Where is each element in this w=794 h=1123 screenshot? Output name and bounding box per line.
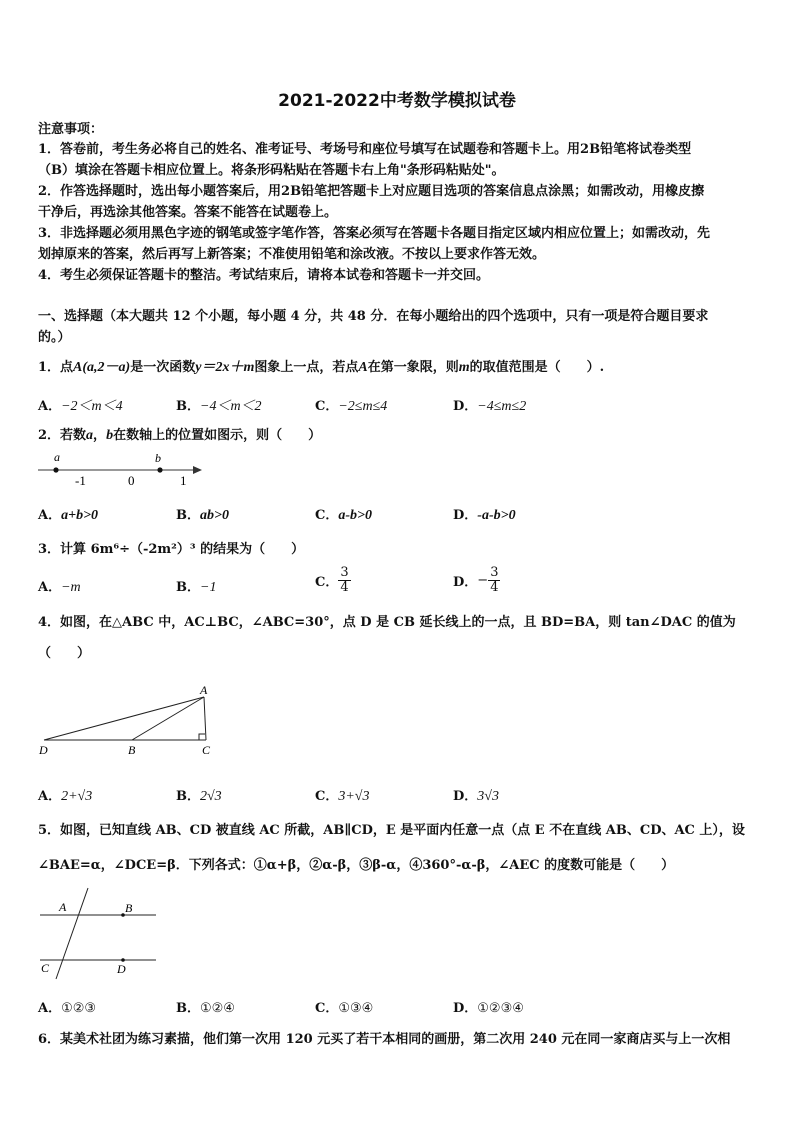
notes-line: 干净后，再选涂其他答案。答案不能答在试题卷上。 — [38, 205, 338, 220]
question-5-stem: 5．如图，已知直线 AB、CD 被直线 AC 所截，AB∥CD，E 是平面内任意一点（点 E 不在直线 AB、CD、AC 上），设 — [38, 823, 745, 838]
q2-option-d[interactable] — [453, 504, 516, 524]
q1-point: A(a,2－a) — [73, 360, 131, 375]
option-text: ab>0 — [200, 508, 229, 523]
q1-text: 在第一象限，则 — [367, 360, 459, 375]
question-5-stem-cont: ∠BAE=α，∠DCE=β．下列各式：①α+β，②α-β，③β-α，④360°-α-β，∠AEC 的度数可能是（ ） — [38, 858, 675, 873]
option-label: A． — [38, 580, 62, 595]
option-label: C． — [315, 575, 339, 590]
option-label: A． — [38, 399, 62, 414]
option-text: ①②③ — [61, 1001, 97, 1016]
q2-text: 在数轴上的位置如图示，则（ ） — [113, 428, 322, 443]
option-label: D． — [453, 575, 478, 590]
q1-var: m — [458, 360, 470, 375]
q2-var-b: b — [106, 428, 114, 443]
fraction-numerator: 3 — [340, 565, 349, 580]
section-heading: 一、选择题（本大题共 12 个小题，每小题 4 分，共 48 分．在每小题给出的四个选项中，只有一项是符合题目要求 — [38, 309, 709, 324]
question-4-stem-cont: （ ） — [38, 646, 91, 661]
option-text: a-b>0 — [338, 508, 372, 523]
line-ba — [132, 697, 204, 740]
minus-sign: − — [477, 573, 489, 588]
axis-arrow-icon — [193, 466, 202, 474]
fraction-numerator: 3 — [490, 565, 499, 580]
q1-text: 是一次函数 — [130, 360, 196, 375]
q2-text: 2．若数 — [38, 428, 87, 443]
notes-heading: 注意事项： — [38, 122, 104, 137]
notes-line: 2．作答选择题时，选出每小题答案后，用2B铅笔把答题卡上对应题目选项的答案信息点涂黑；如需改动，用橡皮擦 — [38, 184, 705, 199]
option-text: 3√3 — [477, 789, 499, 804]
q2-var-a: a — [86, 428, 94, 443]
q4-option-d[interactable] — [453, 785, 499, 805]
q1-text: 的取值范围是（ ）. — [469, 360, 605, 375]
q1-option-c[interactable] — [315, 395, 387, 415]
q5-option-c[interactable] — [315, 997, 373, 1016]
triangle-figure — [36, 682, 220, 758]
q4-option-b[interactable] — [176, 785, 222, 805]
section-heading-cont: 的。） — [38, 330, 71, 345]
label-a: A — [59, 900, 67, 914]
option-label: C． — [315, 399, 339, 414]
question-4-stem: 4．如图，在△ABC 中，AC⊥BC，∠ABC=30°，点 D 是 CB 延长线上的一点，且 BD=BA，则 tan∠DAC 的值为 — [38, 615, 736, 630]
option-text: −2≤m≤4 — [338, 399, 388, 414]
point-a-label: a — [54, 450, 60, 464]
q3-option-a[interactable] — [38, 576, 81, 596]
notes-line: （B）填涂在答题卡相应位置上。将条形码粘贴在答题卡右上角"条形码粘贴处"。 — [38, 163, 505, 178]
point-b-dot — [157, 467, 162, 472]
q5-option-a[interactable] — [38, 997, 96, 1016]
q1-point-a: A — [358, 360, 368, 375]
label-c: C — [202, 743, 211, 757]
q5-option-d[interactable] — [453, 997, 524, 1016]
parallel-lines-figure — [36, 885, 160, 980]
fraction-denominator: 4 — [490, 580, 499, 595]
page-title: 2021-2022中考数学模拟试卷 — [278, 91, 516, 111]
fraction — [338, 566, 350, 595]
option-text: ①②③④ — [477, 1001, 524, 1016]
tick-label-1: 1 — [180, 473, 187, 488]
q1-option-a[interactable] — [38, 395, 123, 415]
q2-option-b[interactable] — [176, 504, 229, 524]
option-text: −4≤m≤2 — [477, 399, 527, 414]
q5-option-b[interactable] — [176, 997, 235, 1016]
option-label: D． — [453, 508, 478, 523]
q1-option-b[interactable] — [176, 395, 262, 415]
q1-text: 图象上一点，若点 — [254, 360, 359, 375]
q4-option-c[interactable] — [315, 785, 370, 805]
notes-line: 划掉原来的答案，然后再写上新答案；不准使用铅笔和涂改液。不按以上要求作答无效。 — [38, 247, 546, 262]
label-c: C — [41, 961, 50, 975]
option-label: B． — [176, 399, 200, 414]
notes-line: 3．非选择题必须用黑色字迹的钢笔或签字笔作答，答案必须写在答题卡各题目指定区域内相应位置上；如需改动，先 — [38, 226, 711, 241]
q2-text: ， — [93, 428, 107, 443]
option-label: D． — [453, 399, 478, 414]
option-text: −4＜m＜2 — [200, 399, 262, 414]
option-label: D． — [453, 1001, 478, 1016]
q1-function: y＝2x＋m — [195, 360, 255, 375]
point-b-label: b — [155, 451, 161, 465]
option-text: 2√3 — [200, 789, 222, 804]
notes-line: 4．考生必须保证答题卡的整洁。考试结束后，请将本试卷和答题卡一并交回。 — [38, 268, 490, 283]
label-b: B — [125, 901, 133, 915]
q1-option-d[interactable] — [453, 395, 526, 415]
q3-option-c[interactable] — [315, 566, 351, 595]
option-text: -a-b>0 — [477, 508, 516, 523]
label-b: B — [128, 743, 136, 757]
tick-label-0: 0 — [128, 473, 135, 488]
option-text: −2＜m＜4 — [61, 399, 123, 414]
q2-option-a[interactable] — [38, 504, 98, 524]
option-label: C． — [315, 508, 339, 523]
question-1-stem — [38, 357, 604, 378]
q4-option-a[interactable] — [38, 785, 92, 805]
q3-option-d[interactable] — [453, 566, 500, 595]
option-label: A． — [38, 508, 62, 523]
q2-option-c[interactable] — [315, 504, 372, 524]
option-label: A． — [38, 789, 62, 804]
option-text: ①③④ — [338, 1001, 374, 1016]
label-d: D — [117, 962, 126, 976]
option-text: 3+√3 — [338, 789, 370, 804]
label-d: D — [39, 743, 48, 757]
q3-option-b[interactable] — [176, 576, 216, 596]
q1-text: 1．点 — [38, 360, 74, 375]
fraction — [488, 566, 500, 595]
line-da — [44, 697, 204, 740]
option-text: −1 — [200, 580, 217, 595]
option-label: C． — [315, 789, 339, 804]
point-a-dot — [53, 467, 58, 472]
notes-line: 1．答卷前，考生务必将自己的姓名、准考证号、考场号和座位号填写在试题卷和答题卡上。用2B铅笔将试卷类型 — [38, 142, 692, 157]
question-6-stem: 6．某美术社团为练习素描，他们第一次用 120 元买了若干本相同的画册，第二次用 240 元在同一家商店买与上一次相 — [38, 1032, 731, 1047]
option-label: B． — [176, 508, 200, 523]
option-label: A． — [38, 1001, 62, 1016]
option-text: a+b>0 — [61, 508, 99, 523]
question-3-stem: 3．计算 6m⁶÷（-2m²）³ 的结果为（ ） — [38, 542, 305, 557]
right-angle-icon — [199, 734, 205, 740]
fraction-denominator: 4 — [340, 580, 349, 595]
option-label: D． — [453, 789, 478, 804]
option-label: B． — [176, 580, 200, 595]
option-label: B． — [176, 789, 200, 804]
option-label: C． — [315, 1001, 339, 1016]
question-2-stem — [38, 425, 321, 446]
option-text: ①②④ — [200, 1001, 235, 1016]
option-text: −m — [61, 580, 81, 595]
option-label: B． — [176, 1001, 200, 1016]
number-line-figure — [34, 448, 209, 488]
label-a: A — [200, 683, 208, 697]
tick-label-minus1: -1 — [75, 473, 86, 488]
option-text: 2+√3 — [61, 789, 93, 804]
